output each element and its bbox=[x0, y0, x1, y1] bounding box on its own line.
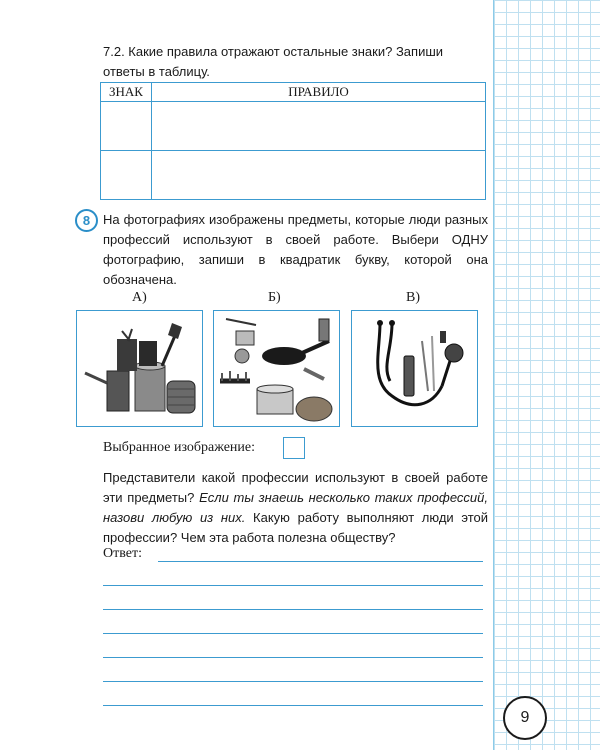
answer-label: Ответ: bbox=[103, 546, 142, 561]
question-8-part-2: Какую работу выполняют люди этой профессии? Чем эта работа полезна обществу? bbox=[103, 510, 488, 545]
task-number-badge: 8 bbox=[75, 209, 98, 232]
table-cell-rule[interactable] bbox=[152, 151, 486, 200]
gardening-tools-photo[interactable] bbox=[76, 310, 203, 427]
gardening-tools-icon bbox=[77, 311, 202, 426]
photo-label-a: А) bbox=[132, 290, 147, 305]
question-8-text: На фотографиях изображены предметы, которые люди разных профессий используют в своей работе. Выбери ОДНУ фотографию, запиши в квадратик букву, которой она обозначена. bbox=[103, 212, 488, 287]
kitchen-utensils-icon bbox=[214, 311, 339, 426]
kitchen-utensils-photo[interactable] bbox=[213, 310, 340, 427]
chosen-image-label: Выбранное изображение: bbox=[103, 440, 256, 455]
answer-line[interactable] bbox=[103, 681, 483, 682]
table-cell-rule[interactable] bbox=[152, 102, 486, 151]
question-8-profession-text bbox=[103, 468, 488, 548]
question-7-2-text: 7.2. Какие правила отражают остальные знаки? Запиши ответы в таблицу. bbox=[103, 44, 444, 79]
table-header-rule: ПРАВИЛО bbox=[152, 83, 486, 102]
answer-line[interactable] bbox=[103, 633, 483, 634]
photo-label-b: Б) bbox=[268, 290, 281, 305]
chosen-image-answer-box[interactable] bbox=[283, 437, 305, 459]
answer-line[interactable] bbox=[103, 705, 483, 706]
rules-table bbox=[100, 82, 486, 200]
page-number: 9 bbox=[503, 696, 547, 740]
table-row bbox=[101, 151, 486, 200]
medical-instruments-icon bbox=[352, 311, 477, 426]
answer-line[interactable] bbox=[103, 609, 483, 610]
answer-line[interactable] bbox=[158, 561, 483, 562]
answer-line[interactable] bbox=[103, 657, 483, 658]
grid-margin bbox=[493, 0, 600, 750]
table-cell-sign[interactable] bbox=[101, 102, 152, 151]
medical-instruments-photo[interactable] bbox=[351, 310, 478, 427]
photo-label-v: В) bbox=[406, 290, 420, 305]
question-8-part-1: Представители какой профессии используют в своей работе эти предметы? bbox=[103, 470, 488, 505]
table-cell-sign[interactable] bbox=[101, 151, 152, 200]
answer-line[interactable] bbox=[103, 585, 483, 586]
table-row bbox=[101, 102, 486, 151]
table-header-sign: ЗНАК bbox=[101, 83, 152, 102]
question-8-italic: Если ты знаешь несколько таких профессий, назови любую из них. bbox=[103, 490, 488, 525]
